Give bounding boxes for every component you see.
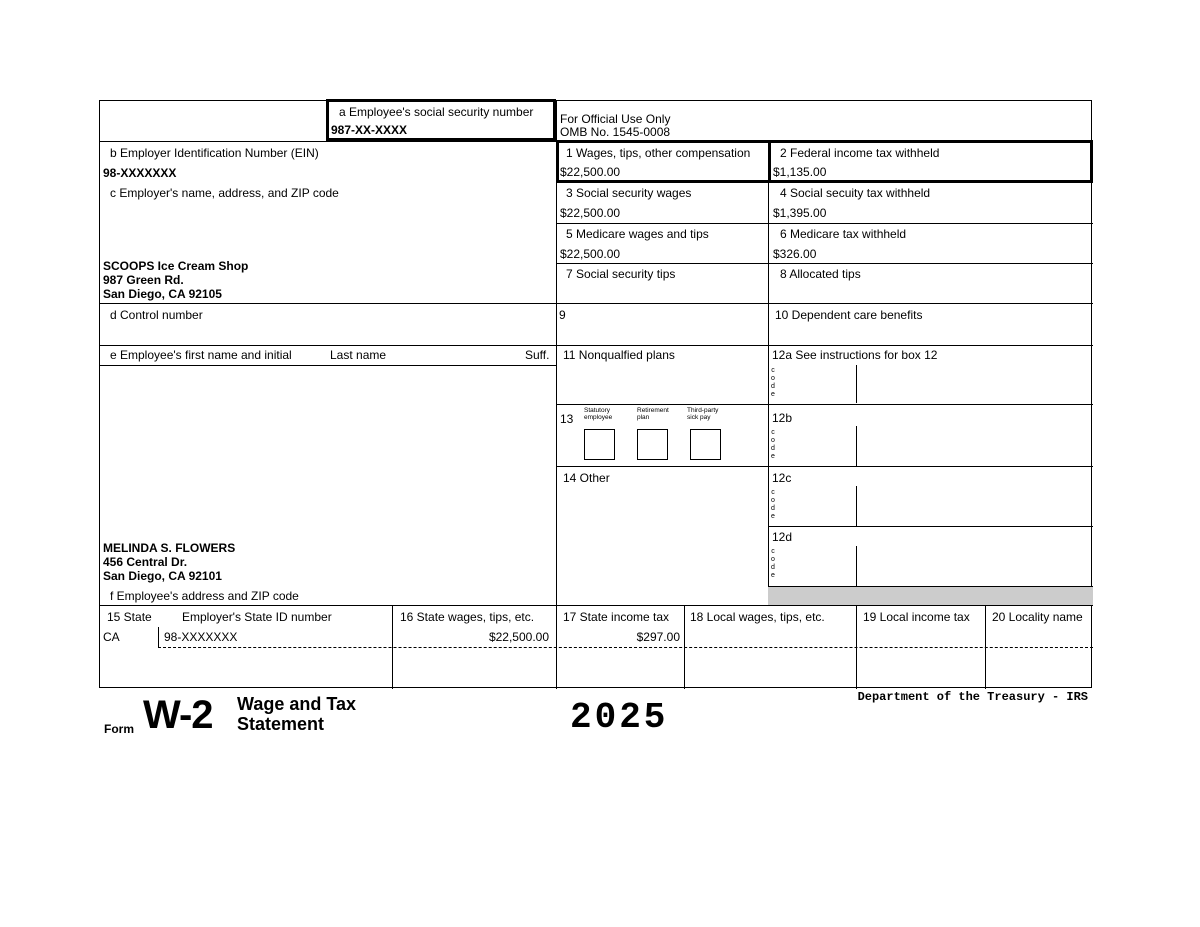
employee-first-name-label: e Employee's first name and initial: [110, 348, 292, 362]
code-letter: c: [771, 489, 775, 496]
box6-label: 6 Medicare tax withheld: [780, 227, 907, 241]
box12b-label: 12b: [772, 411, 793, 425]
employer-street: 987 Green Rd.: [103, 273, 184, 287]
code-letter: d: [771, 505, 775, 512]
thirdparty-label: Third-party: [687, 407, 719, 414]
retirement-label: Retirement: [637, 407, 669, 414]
code-letter: o: [771, 375, 775, 382]
employee-address-label: f Employee's address and ZIP code: [110, 589, 299, 603]
state-wages-value: $22,500.00: [488, 630, 549, 644]
box13-label: 13: [560, 412, 574, 426]
box4-label: 4 Social secuity tax withheld: [780, 186, 931, 200]
box10-label: 10 Dependent care benefits: [775, 308, 923, 322]
box14-label: 14 Other: [563, 471, 610, 485]
code-letter: o: [771, 556, 775, 563]
employer-name: SCOOPS Ice Cream Shop: [103, 259, 249, 273]
form-number: W-2: [143, 693, 213, 737]
divider: [556, 466, 1093, 467]
code-letter: e: [771, 391, 775, 398]
retirement-plan-checkbox[interactable]: [637, 429, 668, 460]
omb-number: OMB No. 1545-0008: [560, 125, 671, 139]
code-letter: e: [771, 453, 775, 460]
box12c-label: 12c: [772, 471, 792, 485]
divider: [856, 546, 857, 586]
code-letter: c: [771, 367, 775, 374]
ssn-box: [326, 99, 556, 141]
statutory-label-2: employee: [584, 414, 613, 421]
box1-value: $22,500.00: [560, 165, 621, 179]
divider: [556, 223, 1093, 224]
code-letter: e: [771, 513, 775, 520]
box12a-label: 12a See instructions for box 12: [772, 348, 938, 362]
local-wages-label: 18 Local wages, tips, etc.: [690, 610, 825, 624]
locality-name-label: 20 Locality name: [992, 610, 1083, 624]
third-party-sick-pay-checkbox[interactable]: [690, 429, 721, 460]
form-label: Form: [104, 722, 134, 736]
code-letter: c: [771, 429, 775, 436]
box2-label: 2 Federal income tax withheld: [780, 146, 940, 160]
department-label: Department of the Treasury - IRS: [857, 690, 1088, 704]
box3-value: $22,500.00: [560, 206, 621, 220]
code-letter: d: [771, 383, 775, 390]
w2-form: [99, 100, 1092, 688]
employee-suffix-label: Suff.: [525, 348, 550, 362]
employer-label: c Employer's name, address, and ZIP code: [110, 186, 339, 200]
box9-label: 9: [559, 308, 566, 322]
divider: [768, 141, 769, 606]
divider: [768, 141, 771, 183]
employee-street: 456 Central Dr.: [103, 555, 188, 569]
retirement-label-2: plan: [637, 414, 650, 421]
box8-label: 8 Allocated tips: [780, 267, 861, 281]
box7-label: 7 Social security tips: [566, 267, 676, 281]
ssn-value: 987-XX-XXXX: [331, 123, 408, 137]
shaded-area: [768, 586, 1093, 605]
state-id-value: 98-XXXXXXX: [164, 630, 238, 644]
divider: [556, 263, 1093, 264]
form-title-line2: Statement: [237, 714, 325, 734]
box11-label: 11 Nonqualfied plans: [563, 348, 675, 362]
state-tax-label: 17 State income tax: [563, 610, 670, 624]
employee-city: San Diego, CA 92101: [103, 569, 222, 583]
box12d-label: 12d: [772, 530, 793, 544]
state-wages-label: 16 State wages, tips, etc.: [400, 610, 535, 624]
code-letter: d: [771, 445, 775, 452]
code-letter: o: [771, 437, 775, 444]
local-tax-label: 19 Local income tax: [863, 610, 970, 624]
code-letter: o: [771, 497, 775, 504]
code-letter: e: [771, 572, 775, 579]
box1-label: 1 Wages, tips, other compensation: [566, 146, 751, 160]
form-title-line1: Wage and Tax: [237, 694, 357, 714]
divider: [856, 426, 857, 466]
ssn-label: a Employee's social security number: [339, 105, 534, 119]
divider: [856, 365, 857, 403]
code-letter: c: [771, 548, 775, 555]
box3-label: 3 Social security wages: [566, 186, 692, 200]
statutory-employee-checkbox[interactable]: [584, 429, 615, 460]
ein-label: b Employer Identification Number (EIN): [110, 146, 319, 160]
state-id-label: Employer's State ID number: [182, 610, 332, 624]
box5-value: $22,500.00: [560, 247, 621, 261]
employee-last-name-label: Last name: [330, 348, 387, 362]
divider: [856, 486, 857, 526]
state-tax-value: $297.00: [636, 630, 680, 644]
divider: [158, 627, 159, 647]
ein-value: 98-XXXXXXX: [103, 166, 177, 180]
employer-city: San Diego, CA 92105: [103, 287, 222, 301]
tax-year: 2025: [570, 697, 669, 738]
state-label: 15 State: [107, 610, 152, 624]
divider: [556, 404, 1093, 405]
box6-value: $326.00: [773, 247, 817, 261]
employee-name: MELINDA S. FLOWERS: [103, 541, 236, 555]
box4-value: $1,395.00: [773, 206, 827, 220]
divider: [556, 101, 557, 689]
divider: [100, 303, 1093, 304]
thirdparty-label-2: sick pay: [687, 414, 711, 421]
control-number-label: d Control number: [110, 308, 203, 322]
divider: [100, 365, 556, 366]
official-use-label: For Official Use Only: [560, 112, 671, 126]
box2-value: $1,135.00: [773, 165, 827, 179]
divider: [768, 526, 1093, 527]
divider: [100, 345, 1093, 346]
divider: [158, 647, 1093, 648]
divider: [100, 605, 1093, 606]
box5-label: 5 Medicare wages and tips: [566, 227, 709, 241]
state-value: CA: [103, 630, 120, 644]
form-title: [237, 694, 356, 734]
code-letter: d: [771, 564, 775, 571]
statutory-label: Statutory: [584, 407, 611, 414]
